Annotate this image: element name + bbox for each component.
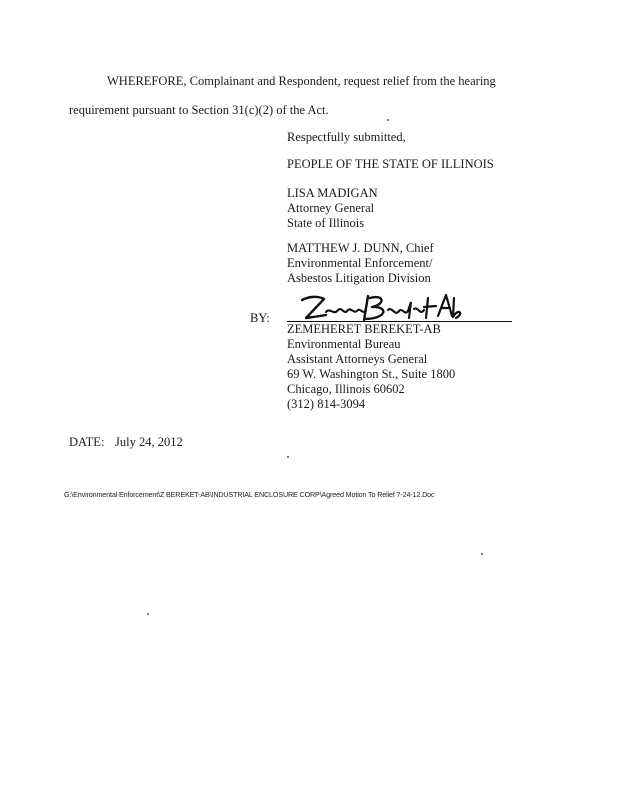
closing-text: Respectfully submitted,	[287, 130, 406, 144]
scan-speck	[481, 553, 483, 555]
signer-phone: (312) 814-3094	[287, 397, 366, 411]
chief-block	[287, 241, 434, 286]
attorney-general-block	[287, 186, 378, 231]
attorney-general-name: LISA MADIGAN	[287, 186, 378, 200]
signer-block	[287, 322, 455, 412]
attorney-general-title: Attorney General	[287, 201, 375, 215]
scan-speck	[287, 456, 289, 458]
signer-address-line1: 69 W. Washington St., Suite 1800	[287, 367, 456, 381]
by-label: BY:	[250, 311, 270, 325]
date-label: DATE:	[69, 435, 105, 449]
signer-bureau: Environmental Bureau	[287, 337, 401, 351]
attorney-general-state: State of Illinois	[287, 216, 365, 230]
wherefore-paragraph-line2: requirement pursuant to Section 31(c)(2) of the Act.	[69, 103, 329, 117]
signer-name: ZEMEHERET BEREKET-AB	[287, 322, 441, 336]
signer-address-line2: Chicago, Illinois 60602	[287, 382, 405, 396]
scan-speck	[147, 613, 149, 615]
chief-division-line2: Asbestos Litigation Division	[287, 271, 431, 285]
chief-name: MATTHEW J. DUNN, Chief	[287, 241, 434, 255]
party-name: PEOPLE OF THE STATE OF ILLINOIS	[287, 157, 494, 171]
wherefore-paragraph-line1: WHEREFORE, Complainant and Respondent, request relief from the hearing	[107, 74, 496, 88]
date-value: July 24, 2012	[115, 435, 183, 449]
file-path-footer: G:\Environmental Enforcement\Z BEREKET-AB\INDUSTRIAL ENCLOSURE CORP\Agreed Motion To Relief 7-24-12.Doc	[64, 490, 435, 499]
signer-title: Assistant Attorneys General	[287, 352, 428, 366]
scan-speck	[387, 119, 389, 121]
chief-division-line1: Environmental Enforcement/	[287, 256, 433, 270]
